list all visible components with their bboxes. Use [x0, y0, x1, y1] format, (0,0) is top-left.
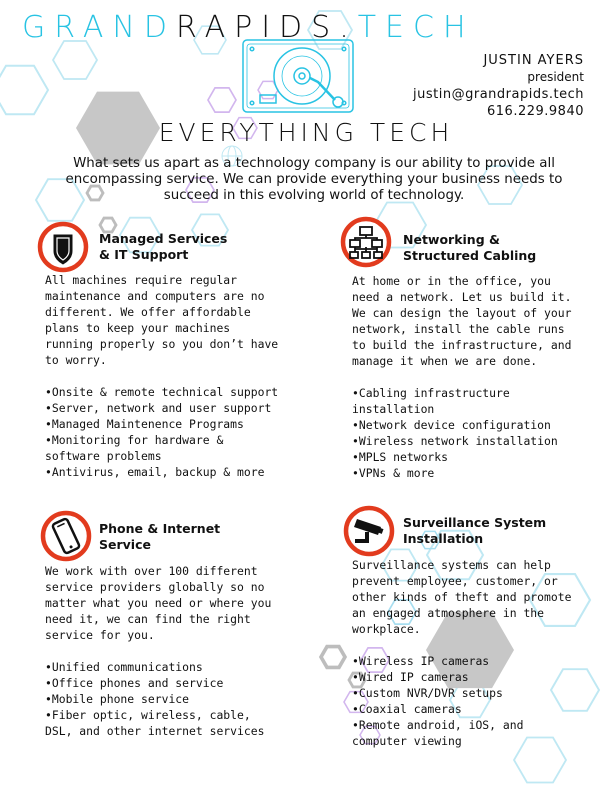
page-title: EVERYTHING TECH	[158, 118, 454, 147]
managed-services-title-line2: & IT Support	[99, 247, 189, 262]
list-item: •Custom NVR/DVR setups	[352, 686, 503, 700]
networking-title	[403, 232, 573, 264]
brand-tech: TECH	[357, 10, 475, 45]
list-item: •Network device configuration	[352, 418, 551, 432]
surveillance-title-line1: Surveillance System	[403, 515, 547, 530]
phone-internet-title	[99, 521, 269, 553]
shield-icon	[37, 221, 89, 273]
list-item: •Monitoring for hardware & software problems	[45, 433, 224, 463]
managed-services-title-line1: Managed Services	[99, 231, 228, 246]
managed-services-body	[45, 272, 280, 480]
brand-dot: .	[339, 10, 358, 45]
contact-name: JUSTIN AYERS	[483, 53, 584, 68]
security-camera-icon	[343, 505, 395, 557]
brand-logo	[22, 6, 475, 50]
list-item: •Antivirus, email, backup & more	[45, 465, 265, 479]
contact-block	[413, 52, 584, 120]
list-item: •Server, network and user support	[45, 401, 272, 415]
phone-internet-title-line2: Service	[99, 537, 151, 552]
list-item: •Coaxial cameras	[352, 702, 462, 716]
list-item: •VPNs & more	[352, 466, 435, 480]
contact-role: president	[527, 70, 584, 84]
contact-email[interactable]: justin@grandrapids.tech	[413, 87, 584, 102]
list-item: •Remote android, iOS, and computer viewing	[352, 718, 524, 748]
phone-icon	[40, 510, 92, 562]
list-item: •Mobile phone service	[45, 692, 190, 706]
list-item: •Onsite & remote technical support	[45, 385, 279, 399]
list-item: •Wireless IP cameras	[352, 654, 490, 668]
list-item: •Fiber optic, wireless, cable, DSL, and other internet services	[45, 708, 265, 738]
networking-title-line2: Structured Cabling	[403, 248, 537, 263]
list-item: •Managed Maintenence Programs	[45, 417, 244, 431]
managed-services-list	[45, 384, 280, 480]
phone-internet-text: We work with over 100 different service providers globally so no matter what you need or where you need it, we can find the right service for you.	[45, 564, 272, 642]
phone-internet-body	[45, 563, 285, 739]
surveillance-body	[352, 557, 580, 749]
list-item: •Cabling infrastructure installation	[352, 386, 510, 416]
phone-internet-title-line1: Phone & Internet	[99, 521, 221, 536]
list-item: •Wired IP cameras	[352, 670, 469, 684]
managed-services-text: All machines require regular maintenance and computers are no different. We offer affordable plans to keep your machines running properly so you don’t have to worry.	[45, 273, 279, 367]
network-diagram-icon	[340, 216, 392, 268]
managed-services-title	[99, 231, 269, 263]
list-item: •Unified communications	[45, 660, 203, 674]
list-item: •MPLS networks	[352, 450, 449, 464]
surveillance-title-line2: Installation	[403, 531, 484, 546]
surveillance-list	[352, 653, 580, 749]
contact-phone[interactable]: 616.229.9840	[487, 104, 584, 119]
brand-rapids: RAPIDS	[175, 10, 340, 45]
intro-paragraph: What sets us apart as a technology company is our ability to provide all encompassing service. We can provide everything your business needs to succeed in this evolving world of technology.	[65, 156, 563, 203]
surveillance-text: Surveillance systems can help prevent employee, customer, or other kinds of theft and promote an engaged atmosphere in the workplace.	[352, 558, 572, 636]
list-item: •Wireless network installation	[352, 434, 558, 448]
networking-list	[352, 385, 580, 481]
surveillance-title	[403, 515, 573, 547]
networking-text: At home or in the office, you need a network. Let us build it. We can design the layout of your network, install the cable runs to build the infrastructure, and manage it when we are done.	[352, 274, 572, 368]
networking-body	[352, 273, 580, 481]
list-item: •Office phones and service	[45, 676, 224, 690]
phone-internet-list	[45, 659, 285, 739]
hard-drive-icon	[243, 40, 353, 112]
brand-grand: GRAND	[22, 10, 176, 45]
networking-title-line1: Networking &	[403, 232, 500, 247]
